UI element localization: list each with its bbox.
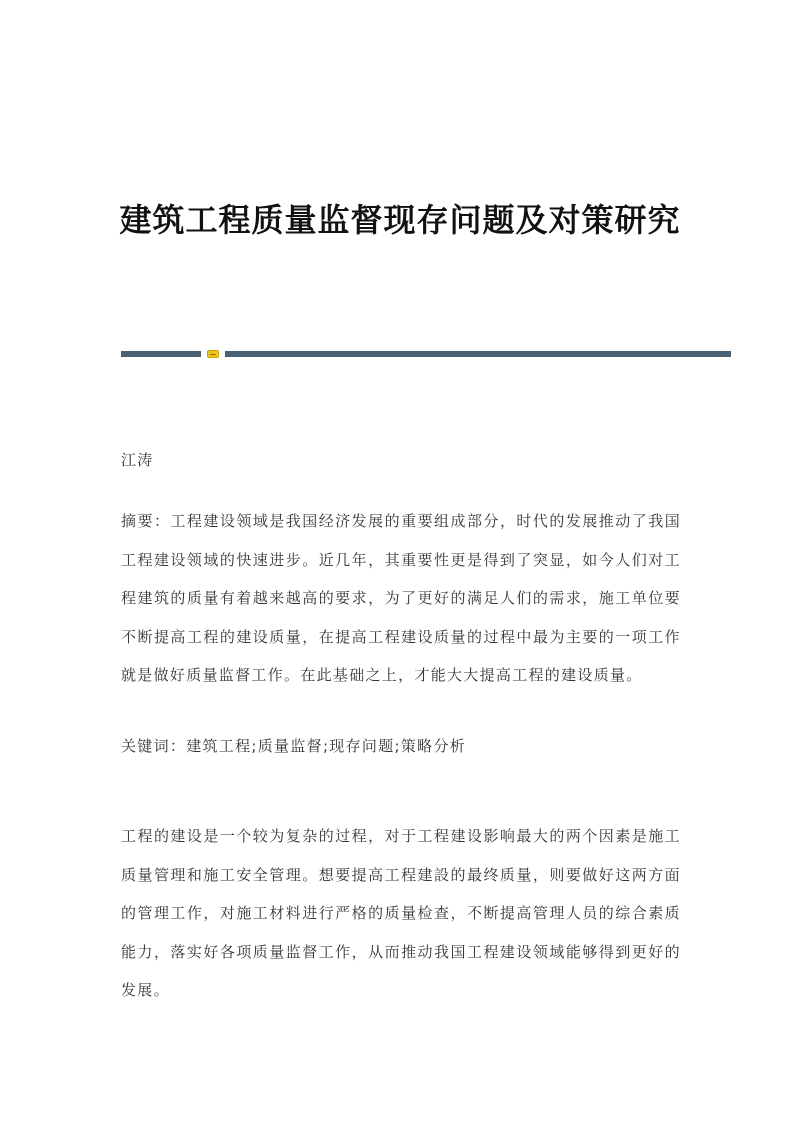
- divider-badge-icon: [207, 350, 219, 358]
- divider-bar-right: [225, 351, 731, 357]
- keywords-line: [121, 727, 681, 766]
- keywords-text: 建筑工程;质量监督;现存问题;策略分析: [186, 737, 467, 755]
- keywords-label: 关键词：: [121, 737, 187, 755]
- title-divider: [121, 350, 731, 358]
- body-paragraph: 工程的建设是一个较为复杂的过程，对于工程建设影响最大的两个因素是施工质量管理和施工安全管理。想要提高工程建設的最终质量，则要做好这两方面的管理工作，对施工材料进行严格的质量检查，不断提高管理人员的综合素质能力，落实好各项质量监督工作，从而推动我国工程建设领域能够得到更好的发展。: [121, 827, 681, 999]
- abstract-text: 工程建设领域是我国经济发展的重要组成部分，时代的发展推动了我国工程建设领域的快速进步。近几年，其重要性更是得到了突显，如今人们对工程建筑的质量有着越来越高的要求，为了更好的满足人们的需求，施工单位要不断提高工程的建设质量，在提高工程建设质量的过程中最为主要的一项工作就是做好质量监督工作。在此基础之上，才能大大提高工程的建设质量。: [121, 512, 681, 684]
- author-name: 江涛: [121, 451, 154, 469]
- abstract-paragraph: [121, 502, 681, 695]
- document-title: 建筑工程质量监督现存问题及对策研究: [119, 201, 681, 239]
- abstract-label: 摘要：: [121, 512, 171, 530]
- divider-bar-left: [121, 351, 201, 357]
